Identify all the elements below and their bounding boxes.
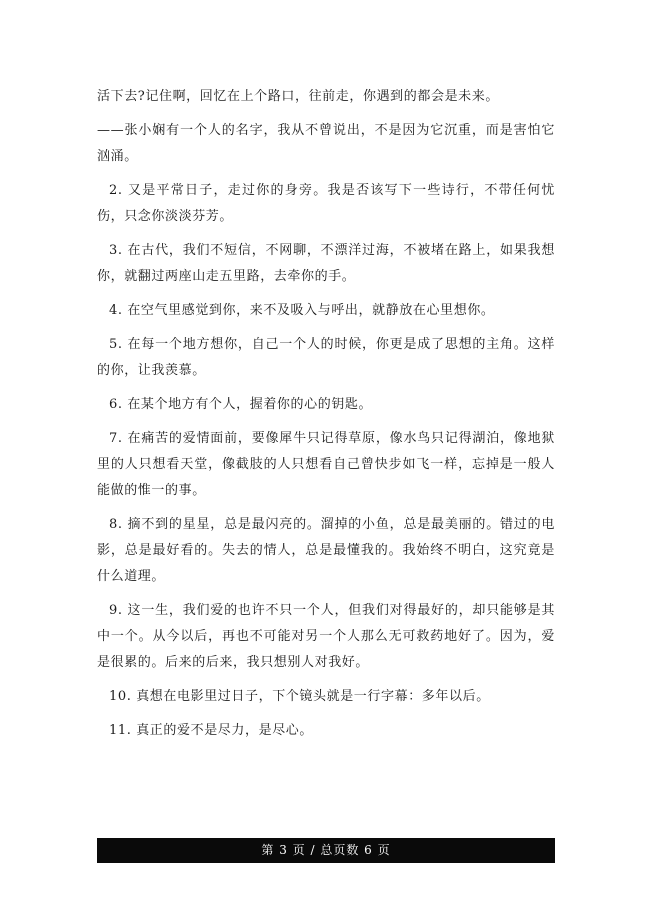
paragraph-3: 2. 又是平常日子，走过你的身旁。我是否该写下一些诗行，不带任何忧伤，只念你淡淡芬芳。 <box>97 183 555 224</box>
paragraph-2: ——张小娴有一个人的名字，我从不曾说出，不是因为它沉重，而是害怕它汹涌。 <box>97 123 555 164</box>
paragraph-8: 7. 在痛苦的爱情面前，要像犀牛只记得草原，像水鸟只记得湖泊，像地狱里的人只想看天堂，像截肢的人只想看自己曾快步如飞一样，忘掉是一般人能做的惟一的事。 <box>97 431 555 498</box>
document-body <box>97 84 555 752</box>
paragraph-7: 6. 在某个地方有个人，握着你的心的钥匙。 <box>109 397 373 412</box>
paragraph-4: 3. 在古代，我们不短信，不网聊，不漂洋过海，不被堵在路上，如果我想你，就翻过两座山走五里路，去牵你的手。 <box>97 243 555 284</box>
paragraph-10: 9. 这一生，我们爱的也许不只一个人，但我们对得最好的，却只能够是其中一个。从今以后，再也不可能对另一个人那么无可救药地好了。因为，爱是很累的。后来的后来，我只想别人对我好。 <box>97 603 555 670</box>
paragraph-9: 8. 摘不到的星星，总是最闪亮的。溜掉的小鱼，总是最美丽的。错过的电影，总是最好看的。失去的情人，总是最懂我的。我始终不明白，这究竟是什么道理。 <box>97 517 555 584</box>
paragraph-11: 10. 真想在电影里过日子，下个镜头就是一行字幕：多年以后。 <box>109 689 490 704</box>
paragraph-6: 5. 在每一个地方想你，自己一个人的时候，你更是成了思想的主角。这样的你，让我羡慕。 <box>97 337 555 378</box>
paragraph-12: 11. 真正的爱不是尽力，是尽心。 <box>109 723 314 738</box>
paragraph-5: 4. 在空气里感觉到你，来不及吸入与呼出，就静放在心里想你。 <box>109 303 495 318</box>
page-footer: 第 3 页 / 总页数 6 页 <box>97 838 555 863</box>
paragraph-1: 活下去?记住啊，回忆在上个路口，往前走，你遇到的都会是未来。 <box>97 89 499 104</box>
